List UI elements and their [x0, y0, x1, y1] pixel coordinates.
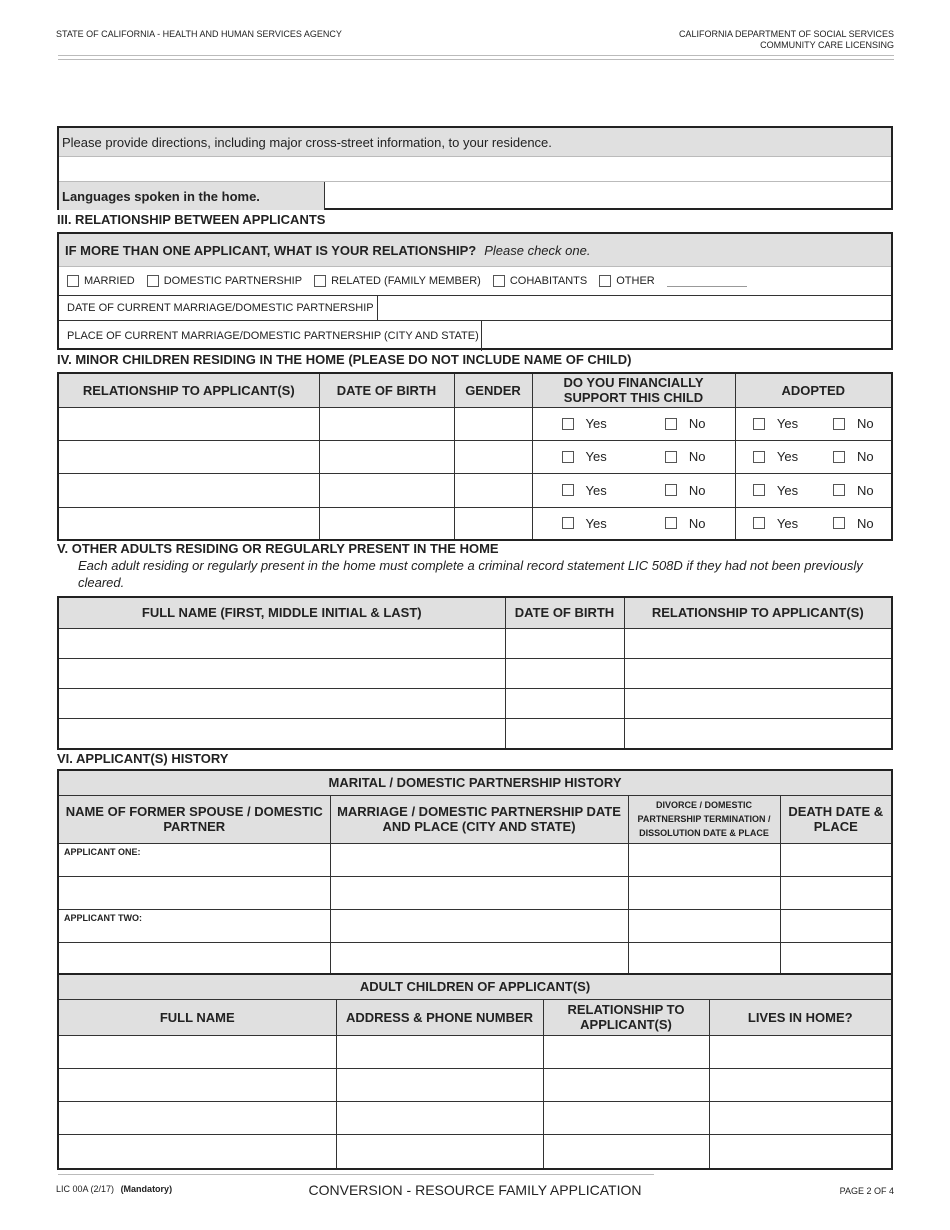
directions-field[interactable]: [59, 157, 891, 182]
support-yes-no: Yes No: [533, 516, 735, 531]
adopted-no-checkbox[interactable]: [833, 517, 845, 529]
relationship-question: IF MORE THAN ONE APPLICANT, WHAT IS YOUR RELATIONSHIP?: [65, 242, 477, 258]
gender-cell[interactable]: [454, 440, 532, 473]
table-row: [59, 1134, 891, 1168]
col-gender: GENDER: [454, 374, 532, 407]
death-cell[interactable]: [780, 876, 891, 909]
former-spouse-cell[interactable]: [59, 942, 330, 973]
full-name-cell[interactable]: [59, 628, 505, 658]
col-divorce-date-place: DIVORCE / DOMESTIC PARTNERSHIP TERMINATION / DISSOLUTION DATE & PLACE: [628, 795, 780, 843]
col-address-phone: ADDRESS & PHONE NUMBER: [336, 999, 543, 1035]
table-row: [59, 1101, 891, 1134]
header-rule-2: [58, 59, 894, 60]
gender-cell[interactable]: [454, 473, 532, 507]
adopted-yes-checkbox[interactable]: [753, 484, 765, 496]
relationship-instruction: Please check one.: [484, 242, 591, 258]
page-number: PAGE 2 OF 4: [839, 1186, 894, 1196]
divorce-cell[interactable]: [628, 843, 780, 876]
table-row: [59, 1068, 891, 1101]
col-former-spouse: NAME OF FORMER SPOUSE / DOMESTIC PARTNER: [59, 795, 330, 843]
relationship-cell[interactable]: [543, 1035, 709, 1068]
table-row: [59, 473, 891, 507]
applicant-one-label: APPLICANT ONE:: [59, 843, 330, 876]
col-financial-support: DO YOU FINANCIALLY SUPPORT THIS CHILD: [532, 374, 735, 407]
table-row: [59, 718, 891, 748]
option-married[interactable]: MARRIED: [67, 275, 135, 287]
col-relationship: RELATIONSHIP TO APPLICANT(S): [59, 374, 319, 407]
support-yes-checkbox[interactable]: [562, 517, 574, 529]
adopted-yes-no: Yes No: [736, 416, 892, 431]
gender-cell[interactable]: [454, 407, 532, 440]
marriage-cell[interactable]: [330, 942, 628, 973]
address-cell[interactable]: [336, 1101, 543, 1134]
marriage-place-field[interactable]: [482, 321, 891, 351]
dob-cell[interactable]: [319, 473, 454, 507]
adult-children-heading: ADULT CHILDREN OF APPLICANT(S): [59, 975, 891, 999]
lives-in-home-cell[interactable]: [709, 1035, 891, 1068]
table-row: [59, 628, 891, 658]
relationship-box: [57, 232, 893, 350]
option-cohabitants[interactable]: COHABITANTS: [493, 275, 587, 287]
full-name-cell[interactable]: [59, 658, 505, 688]
relationship-options: [59, 267, 891, 296]
address-cell[interactable]: [336, 1035, 543, 1068]
gender-cell[interactable]: [454, 507, 532, 539]
adopted-yes-no: Yes No: [736, 483, 892, 498]
other-adults-table: [57, 596, 893, 750]
marriage-cell[interactable]: [330, 909, 628, 942]
adopted-no-checkbox[interactable]: [833, 484, 845, 496]
minor-children-table: [57, 372, 893, 541]
full-name-cell[interactable]: [59, 1068, 336, 1101]
marriage-cell[interactable]: [330, 876, 628, 909]
table-row: [59, 843, 891, 876]
col-marriage-date-place: MARRIAGE / DOMESTIC PARTNERSHIP DATE AND PLACE (CITY AND STATE): [330, 795, 628, 843]
relationship-cell[interactable]: [543, 1068, 709, 1101]
form-id: LIC 00A (2/17) (Mandatory): [56, 1184, 173, 1194]
support-no-checkbox[interactable]: [665, 451, 677, 463]
table-row: [59, 658, 891, 688]
dob-cell[interactable]: [505, 628, 624, 658]
relationship-cell[interactable]: [543, 1134, 709, 1168]
adult-children-table: [57, 973, 893, 1170]
support-no-checkbox[interactable]: [665, 418, 677, 430]
marital-history-table: [57, 769, 893, 975]
divorce-cell[interactable]: [628, 876, 780, 909]
form-title: CONVERSION - RESOURCE FAMILY APPLICATION: [308, 1182, 642, 1198]
section-3-title: III. RELATIONSHIP BETWEEN APPLICANTS: [57, 212, 326, 227]
directions-label: Please provide directions, including major cross-street information, to your residence.: [59, 128, 891, 157]
support-yes-checkbox[interactable]: [562, 484, 574, 496]
section-6-title: VI. APPLICANT(S) HISTORY: [57, 751, 229, 766]
relationship-cell[interactable]: [543, 1101, 709, 1134]
table-row: [59, 909, 891, 942]
agency-header: STATE OF CALIFORNIA - HEALTH AND HUMAN SERVICES AGENCY: [56, 29, 342, 39]
adopted-yes-checkbox[interactable]: [753, 451, 765, 463]
relationship-cell[interactable]: [59, 473, 319, 507]
dob-cell[interactable]: [505, 658, 624, 688]
relationship-cell[interactable]: [624, 658, 891, 688]
adopted-yes-no: Yes No: [736, 516, 892, 531]
support-yes-no: Yes No: [533, 483, 735, 498]
table-row: [59, 876, 891, 909]
department-name: CALIFORNIA DEPARTMENT OF SOCIAL SERVICES: [678, 29, 894, 39]
table-row: [59, 688, 891, 718]
support-no-checkbox[interactable]: [665, 484, 677, 496]
table-row: [59, 1035, 891, 1068]
adopted-no-checkbox[interactable]: [833, 451, 845, 463]
relationship-cell[interactable]: [59, 407, 319, 440]
col-adopted: ADOPTED: [735, 374, 891, 407]
col-full-name: FULL NAME (FIRST, MIDDLE INITIAL & LAST): [59, 598, 505, 628]
domestic-partnership-checkbox[interactable]: [147, 275, 159, 287]
section-5-note: Each adult residing or regularly present in the home must complete a criminal record statement LIC 508D if they had not been previously cleared.: [78, 558, 863, 590]
cohabitants-checkbox[interactable]: [493, 275, 505, 287]
marriage-cell[interactable]: [330, 843, 628, 876]
dob-cell[interactable]: [319, 507, 454, 539]
marriage-date-field[interactable]: [378, 296, 891, 320]
support-no-checkbox[interactable]: [665, 517, 677, 529]
married-checkbox[interactable]: [67, 275, 79, 287]
related-checkbox[interactable]: [314, 275, 326, 287]
relationship-cell[interactable]: [624, 628, 891, 658]
option-domestic-partnership[interactable]: DOMESTIC PARTNERSHIP: [147, 275, 302, 287]
relationship-question-row: [59, 234, 891, 267]
full-name-cell[interactable]: [59, 1101, 336, 1134]
other-checkbox[interactable]: [599, 275, 611, 287]
relationship-cell[interactable]: [624, 718, 891, 748]
col-relationship: RELATIONSHIP TO APPLICANT(S): [543, 999, 709, 1035]
table-row: [59, 440, 891, 473]
mandatory-label: (Mandatory): [120, 1184, 173, 1194]
department-header: [679, 29, 894, 51]
dob-cell[interactable]: [319, 440, 454, 473]
footer-rule: [58, 1174, 654, 1175]
former-spouse-cell[interactable]: [59, 876, 330, 909]
marriage-date-label: DATE OF CURRENT MARRIAGE/DOMESTIC PARTNERSHIP: [59, 296, 378, 320]
lives-in-home-cell[interactable]: [709, 1101, 891, 1134]
death-cell[interactable]: [780, 942, 891, 973]
col-relationship: RELATIONSHIP TO APPLICANT(S): [624, 598, 891, 628]
full-name-cell[interactable]: [59, 718, 505, 748]
full-name-cell[interactable]: [59, 688, 505, 718]
death-cell[interactable]: [780, 843, 891, 876]
option-other[interactable]: OTHER: [599, 275, 655, 287]
languages-field[interactable]: [325, 182, 891, 210]
support-yes-checkbox[interactable]: [562, 451, 574, 463]
col-full-name: FULL NAME: [59, 999, 336, 1035]
death-cell[interactable]: [780, 909, 891, 942]
section-5-title: V. OTHER ADULTS RESIDING OR REGULARLY PRESENT IN THE HOME: [57, 541, 499, 556]
dob-cell[interactable]: [319, 407, 454, 440]
relationship-cell[interactable]: [624, 688, 891, 718]
dob-cell[interactable]: [505, 688, 624, 718]
relationship-cell[interactable]: [59, 440, 319, 473]
table-row: [59, 507, 891, 539]
col-dob: DATE OF BIRTH: [319, 374, 454, 407]
applicant-two-label: APPLICANT TWO:: [59, 909, 330, 942]
divorce-cell[interactable]: [628, 942, 780, 973]
support-yes-checkbox[interactable]: [562, 418, 574, 430]
address-cell[interactable]: [336, 1134, 543, 1168]
table-row: [59, 407, 891, 440]
full-name-cell[interactable]: [59, 1035, 336, 1068]
adopted-yes-no: Yes No: [736, 449, 892, 464]
col-death-date-place: DEATH DATE & PLACE: [780, 795, 891, 843]
option-related[interactable]: RELATED (FAMILY MEMBER): [314, 275, 481, 287]
division-name: COMMUNITY CARE LICENSING: [760, 40, 894, 50]
adopted-no-checkbox[interactable]: [833, 418, 845, 430]
adopted-yes-checkbox[interactable]: [753, 517, 765, 529]
residence-box: [57, 126, 893, 210]
support-yes-no: Yes No: [533, 416, 735, 431]
other-specify-line[interactable]: [667, 286, 747, 287]
lives-in-home-cell[interactable]: [709, 1068, 891, 1101]
section-4-title: IV. MINOR CHILDREN RESIDING IN THE HOME (PLEASE DO NOT INCLUDE NAME OF CHILD): [57, 352, 632, 367]
table-row: [59, 942, 891, 973]
header-rule: [58, 55, 894, 56]
lives-in-home-cell[interactable]: [709, 1134, 891, 1168]
divorce-cell[interactable]: [628, 909, 780, 942]
marriage-place-label: PLACE OF CURRENT MARRIAGE/DOMESTIC PARTNERSHIP (CITY AND STATE): [59, 321, 482, 351]
adopted-yes-checkbox[interactable]: [753, 418, 765, 430]
languages-label: Languages spoken in the home.: [59, 182, 325, 210]
col-dob: DATE OF BIRTH: [505, 598, 624, 628]
address-cell[interactable]: [336, 1068, 543, 1101]
dob-cell[interactable]: [505, 718, 624, 748]
full-name-cell[interactable]: [59, 1134, 336, 1168]
relationship-cell[interactable]: [59, 507, 319, 539]
marital-history-heading: MARITAL / DOMESTIC PARTNERSHIP HISTORY: [59, 771, 891, 795]
support-yes-no: Yes No: [533, 449, 735, 464]
col-lives-in-home: LIVES IN HOME?: [709, 999, 891, 1035]
